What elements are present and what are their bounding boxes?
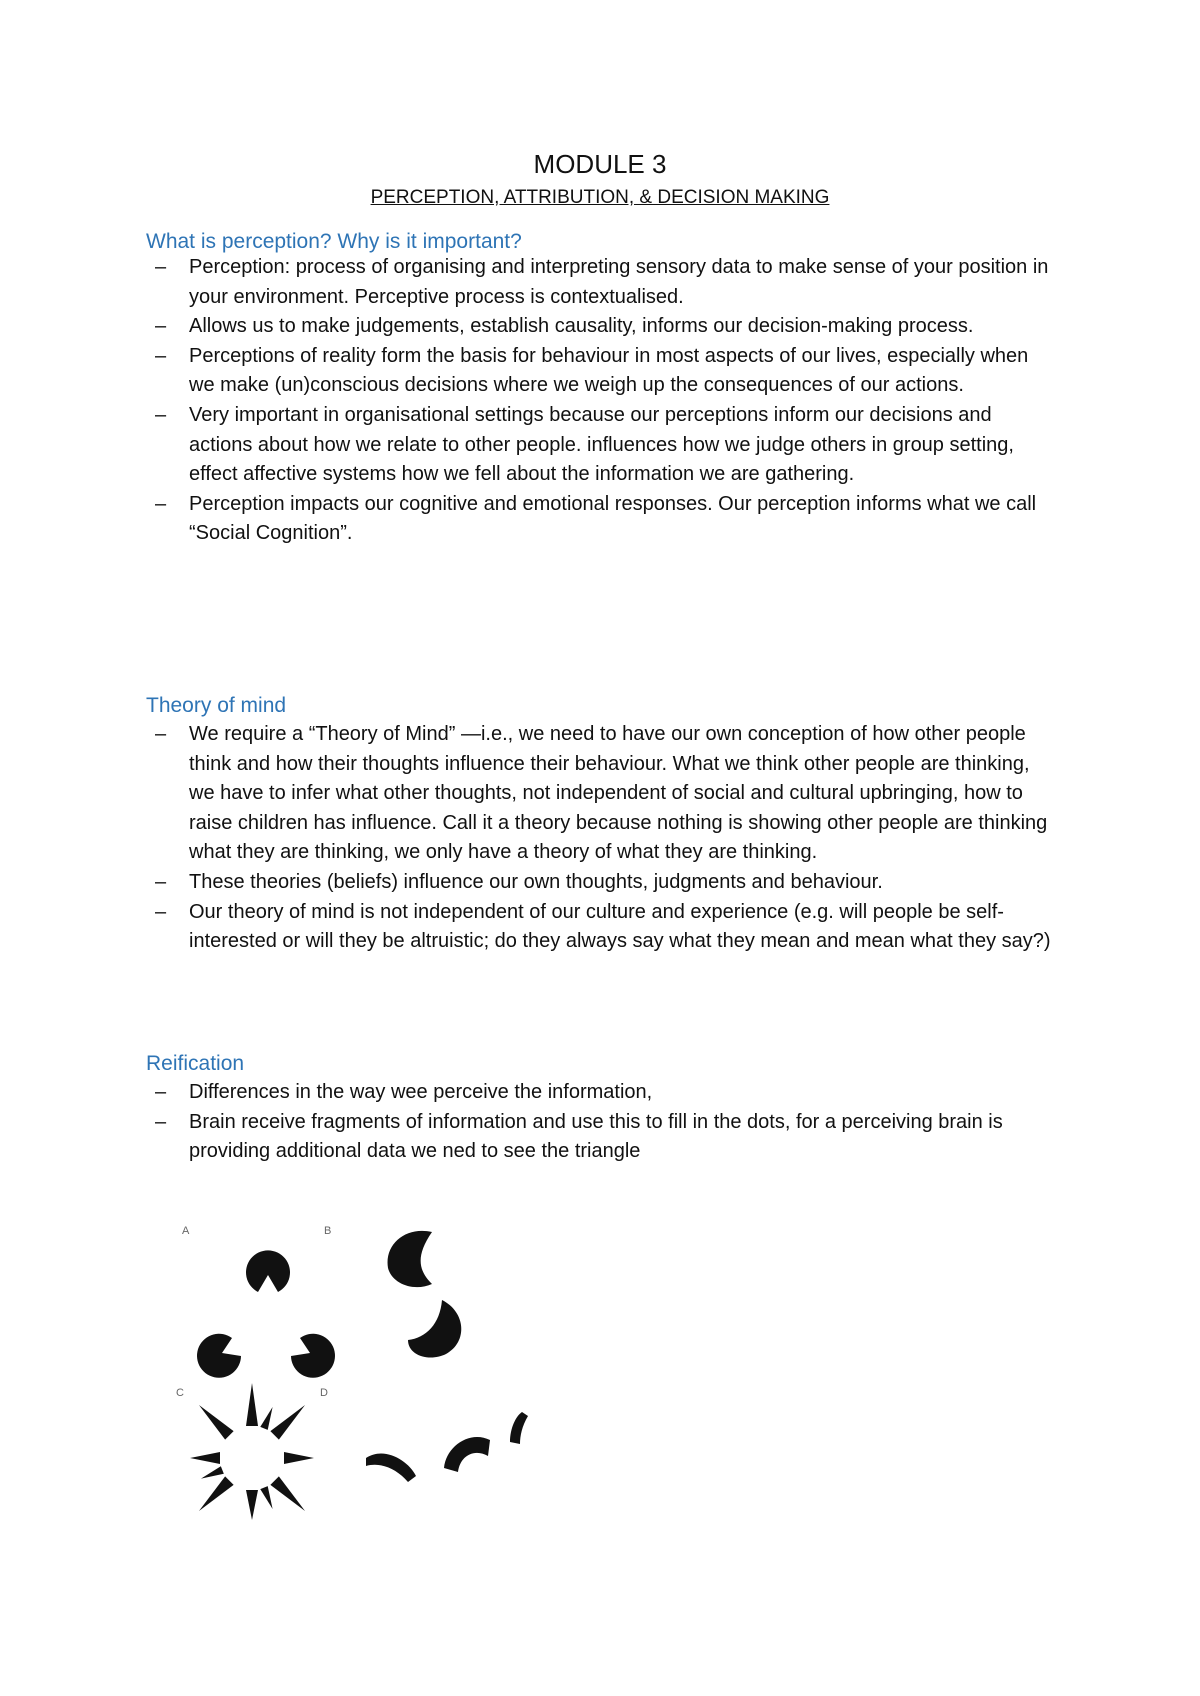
reification-figure (170, 1220, 550, 1560)
list-item (155, 1108, 1055, 1167)
dash-bullet: – (155, 344, 167, 367)
dash-bullet: – (155, 723, 167, 745)
dash-bullet: – (155, 256, 167, 278)
section-heading-theory-of-mind: Theory of mind (146, 694, 287, 717)
section-heading-perception: What is perception? Why is it important? (146, 230, 522, 253)
starburst-shape (190, 1383, 314, 1520)
dash-bullet: – (155, 315, 167, 338)
bullet-text: Perception impacts our cognitive and emotional responses. Our perception informs what we call “Social Cognition”. (189, 492, 1037, 545)
bullet-text: Our theory of mind is not independent of our culture and experience (e.g. will people be self-interested or will they be altruistic; do they always say what they mean and mean what they say?) (189, 900, 1051, 953)
blob-upper-shape (388, 1231, 432, 1287)
arc-middle-shape (444, 1437, 490, 1472)
panel-label-a: A (182, 1225, 190, 1237)
panel-label-c: C (176, 1387, 184, 1399)
panel-label-d: D (320, 1387, 328, 1399)
bullet-text: Perception: process of organising and interpreting sensory data to make sense of your position in your environment. Perceptive process is contextualised. (189, 256, 1049, 308)
dash-bullet: – (155, 1081, 167, 1103)
bullet-list-theory-of-mind (155, 720, 1055, 957)
dash-bullet: – (155, 870, 167, 893)
list-item (155, 720, 1055, 868)
pacman-top-shape (246, 1250, 290, 1292)
page-title: MODULE 3 (533, 149, 667, 179)
blob-lower-shape (408, 1300, 461, 1358)
list-item (155, 342, 1055, 401)
bullet-text: Brain receive fragments of information and use this to fill in the dots, for a perceiving brain is providing additional data we ned to see the triangle (189, 1110, 1003, 1163)
pacman-left-shape (197, 1334, 241, 1378)
dash-bullet: – (155, 1110, 167, 1133)
bullet-text: We require a “Theory of Mind” —i.e., we need to have our own conception of how other people think and how their thoughts influence their behaviour. What we think other people are thinking, we have to infer what other thoughts, not independent of social and cultural upbringing, how to raise children has influence. Call it a theory because nothing is showing other people are thinking what they are thinking, we only have a theory of what they are thinking. (189, 723, 1048, 864)
panel-label-b: B (324, 1225, 332, 1237)
dash-bullet: – (155, 492, 167, 515)
dash-bullet: – (155, 403, 167, 426)
bullet-text: Allows us to make judgements, establish causality, informs our decision-making process. (189, 315, 974, 338)
dash-bullet: – (155, 900, 167, 923)
list-item (155, 1078, 1055, 1108)
bullet-text: These theories (beliefs) influence our own thoughts, judgments and behaviour. (189, 870, 883, 893)
bullet-text: Perceptions of reality form the basis for behaviour in most aspects of our lives, especially when we make (un)conscious decisions where we weigh up the consequences of our actions. (189, 344, 1029, 397)
list-item (155, 253, 1055, 312)
page-subtitle: PERCEPTION, ATTRIBUTION, & DECISION MAKING (370, 187, 830, 208)
arc-right-shape (510, 1412, 528, 1444)
list-item (155, 898, 1055, 957)
bullet-list-perception (155, 253, 1055, 549)
bullet-text: Differences in the way wee perceive the information, (189, 1081, 653, 1103)
list-item (155, 401, 1055, 490)
arc-left-shape (366, 1453, 416, 1482)
bullet-text: Very important in organisational settings because our perceptions inform our decisions and actions about how we relate to other people. influences how we judge others in group setting, effect affective systems how we fell about the information we are gathering. (189, 403, 1014, 486)
list-item (155, 868, 1055, 898)
list-item (155, 312, 1055, 342)
list-item (155, 490, 1055, 549)
section-heading-reification: Reification (146, 1052, 245, 1075)
pacman-right-shape (291, 1334, 335, 1378)
bullet-list-reification (155, 1078, 1055, 1167)
